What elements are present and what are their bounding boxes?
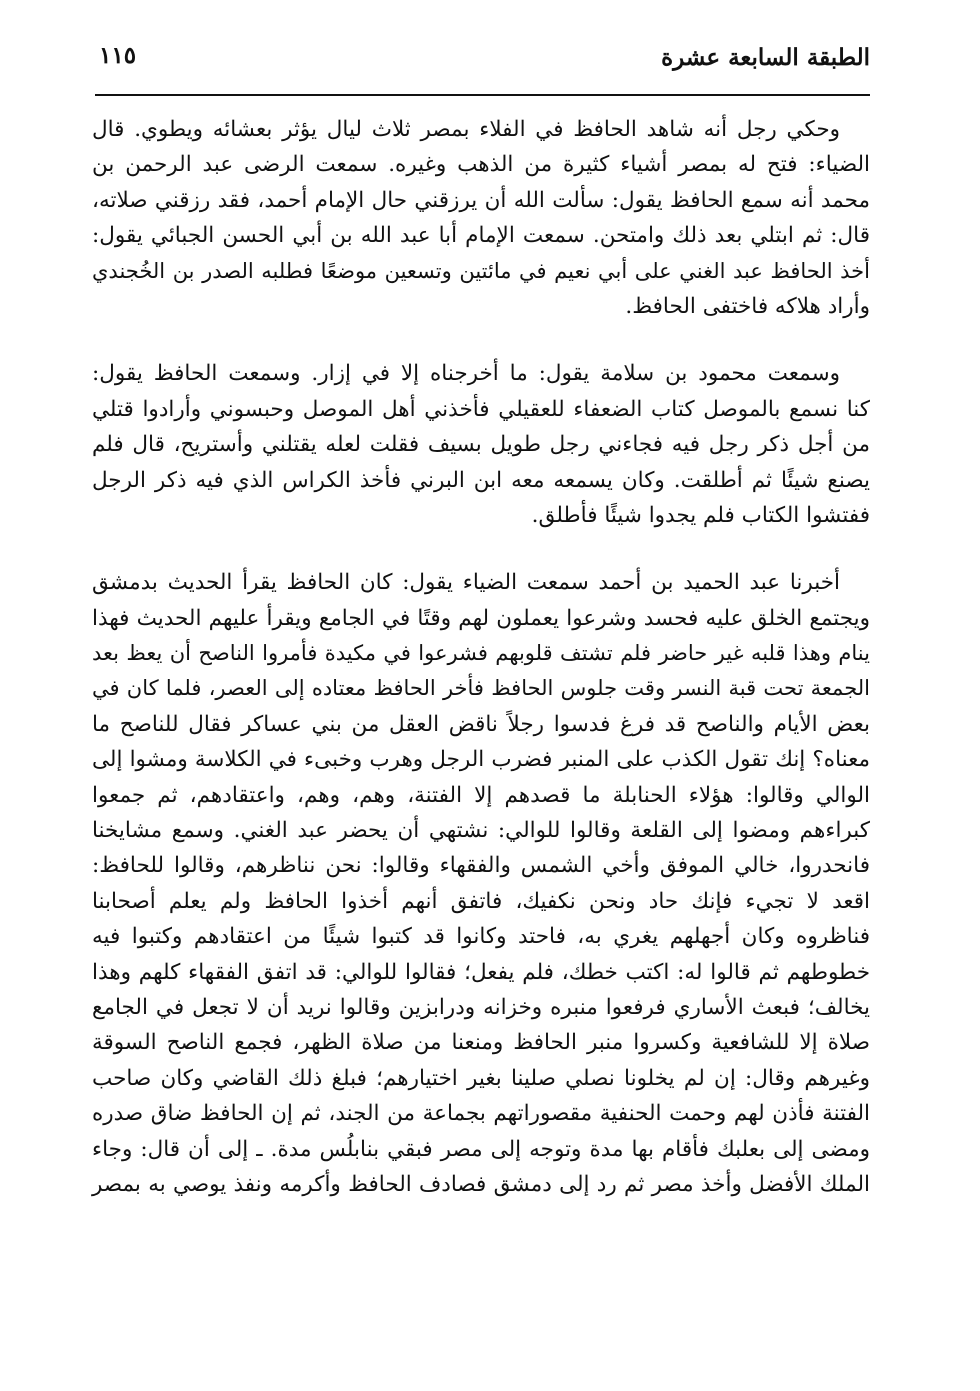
text-line: خطوطهم ثم قالوا له: اكتب خطك، فلم يفعل؛ فقالوا للوالي: قد اتفق الفقهاء كلهم وهذا xyxy=(92,959,870,985)
page-header xyxy=(95,40,870,98)
text-line: قال: ثم ابتلي بعد ذلك وامتحن. سمعت الإمام أبا عبد الله بن أبي الحسن الجبائي يقول: xyxy=(92,223,870,249)
paragraph-gap xyxy=(92,533,870,565)
text-line: وغيرهم وقال: إن لم يخلونا نصلي صلينا بغير اختيارهم؛ فبلغ ذلك القاضي وكان صاحب xyxy=(92,1065,870,1091)
text-line: كنا نسمع بالموصل كتاب الضعفاء للعقيلي فأخذني أهل الموصل وحبسوني وأرادوا قتلي xyxy=(92,396,870,422)
text-line: فناظروه وكان أجهلهم يغري به، فاحتد وكانوا قد كتبوا شيئًا من اعتقادهم وكتبوا فيه xyxy=(92,924,870,950)
text-line: معناه؟ إنك تقول الكذب على المنبر فضرب الرجل وهرب وخبىء في الكلاسة ومشوا إلى xyxy=(92,747,870,773)
body-text xyxy=(92,112,870,1202)
text-line: وأراد هلاكه فاختفى الحافظ. xyxy=(625,293,870,319)
text-line: فانحدروا، خالي الموفق وأخي الشمس والفقهاء وقالوا: نحن نناظرهم، وقالوا للحافظ: xyxy=(92,853,870,879)
paragraph-gap xyxy=(92,324,870,356)
header-divider xyxy=(95,94,870,96)
text-line: يصنع شيئًا ثم أطلقت. وكان يسمعه معه ابن البرني فأخذ الكراس الذي فيه ذكر الرجل xyxy=(92,467,870,493)
text-line: بعض الأيام والناصح قد فرغ فدسوا رجلاً ناقض العقل من بني عساكر فقال للناصح ما xyxy=(92,711,870,737)
text-line: كبراءهم ومضوا إلى القلعة وقالوا للوالي: نشتهي أن يحضر عبد الغني. وسمع مشايخنا xyxy=(92,818,870,844)
text-line: وحكي رجل أنه شاهد الحافظ في الفلاء بمصر ثلاث ليال يؤثر بعشائه ويطوي. قال xyxy=(92,117,840,142)
text-line: الملك الأفضل وأخذ مصر ثم رد إلى دمشق فصادف الحافظ وأكرمه ونفذ يوصي به بمصر xyxy=(92,1171,870,1197)
text-line: اقعد لا تجيء فإنك حاد ونحن نكفيك، فاتفق أنهم أخذوا الحافظ ولم يعلم أصحابنا xyxy=(92,888,870,914)
text-line: ينام وهذا قلبه غير حاضر فلم تشتف قلوبهم فشرعوا في مكيدة فأمروا الناصح أن يعظ بعد xyxy=(92,641,870,666)
text-line: ومضى إلى بعلبك فأقام بها مدة وتوجه إلى مصر فبقي بنابلُس مدة. ـ إلى أن قال: وجاء xyxy=(92,1136,870,1162)
text-line: محمد أنه سمع الحافظ يقول: سألت الله أن يرزقني حال الإمام أحمد، فقد رزقني صلاته، xyxy=(92,187,870,213)
text-line: الفتنة فأذن لهم وحمت الحنفية مقصوراتهم بجماعة من الجند، ثم إن الحافظ ضاق صدره xyxy=(92,1101,870,1127)
text-line: أخبرنا عبد الحميد بن أحمد سمعت الضياء يقول: كان الحافظ يقرأ الحديث بدمشق xyxy=(92,570,840,596)
text-line: من أجل ذكر رجل فيه فجاءني رجل طويل بسيف فقلت لعله يقتلني وأستريح، قال فلم xyxy=(92,432,870,458)
text-line: أخذ الحافظ عبد الغني على أبي نعيم في مائتين وتسعين موضعًا فطلبه الصدر بن الخُجندي xyxy=(92,258,870,283)
text-line: صلاة إلا للشافعية وكسروا منبر الحافظ ومنعنا من صلاة الظهر، فجمع الناصح السوقة xyxy=(92,1030,870,1056)
text-line: ففتشوا الكتاب فلم يجدوا شيئًا فأطلق. xyxy=(531,502,870,528)
running-title: الطبقة السابعة عشرة xyxy=(661,44,870,71)
text-line: وسمعت محمود بن سلامة يقول: ما أخرجناه إلا في إزار. وسمعت الحافظ يقول: xyxy=(92,361,840,387)
page-number: ١١٥ xyxy=(99,42,137,69)
text-line: يخالف؛ فبعث الأساري فرفعوا منبره وخزانه ودرابزين وقالوا نريد أن لا تجعل في الجامع xyxy=(92,994,870,1020)
text-line: الضياء: فتح له بمصر أشياء كثيرة من الذهب وغيره. سمعت الرضى عبد الرحمن بن xyxy=(92,152,870,178)
text-line: ويجتمع الخلق عليه فحسد وشرعوا يعملون لهم وقتًا في الجامع ويقرأ عليهم الحديث فهذا xyxy=(92,605,870,631)
text-line: الجمعة تحت قبة النسر وقت جلوس الحافظ فأخر الحافظ معتاده إلى العصر، فلما كان في xyxy=(92,676,870,701)
text-line: الوالي وقالوا: هؤلاء الحنابلة ما قصدهم إلا الفتنة، وهم، وهم، واعتقادهم، ثم جمعوا xyxy=(92,782,870,808)
